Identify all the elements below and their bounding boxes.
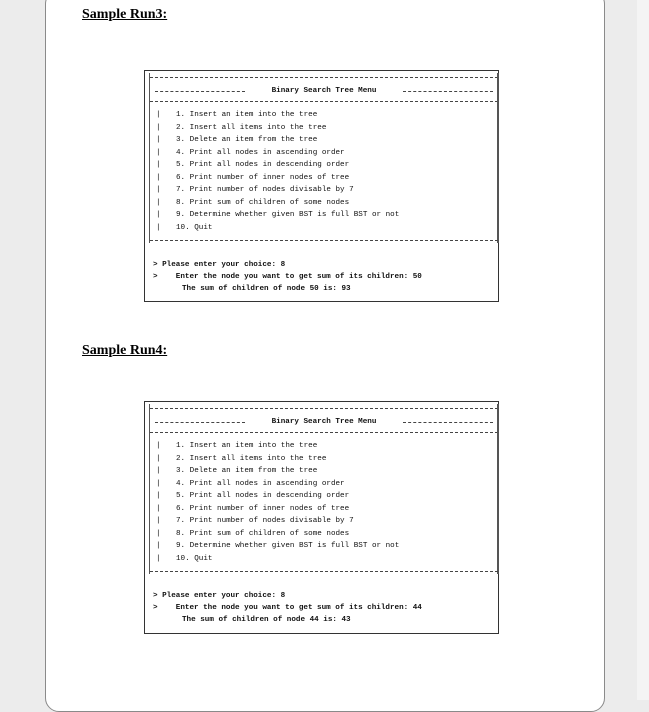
result-line: The sum of children of node 50 is: 93 — [182, 285, 351, 293]
sample-run-3-terminal: Binary Search Tree Menu | 1. Insert an item into the tree | 2. Insert all items into the tree | 3. Delete an item from the tree | 4. Print all nodes in ascending order | 5. Print all nodes in descending order | 6. Print number of inner nodes of tree | 7. Print number of nodes divisable by 7 | 8. Print sum of children of some nodes | 9. Determine whether given BST is full BST or not | 10. Quit > Please enter your choice: 8 > Enter the node you want to get sum of its children: 50 The sum of children of node 50 is: 93 — [144, 70, 499, 302]
left-border-bar — [149, 404, 150, 574]
title-dashed-border — [150, 432, 498, 433]
menu-title: Binary Search Tree Menu — [271, 418, 377, 426]
menu-title-row — [155, 86, 493, 96]
menu-bottom-dashed-border — [150, 240, 498, 241]
top-dashed-border — [150, 77, 498, 78]
menu-title-row — [155, 417, 493, 427]
node-prompt: > Enter the node you want to get sum of its children: 50 — [153, 273, 422, 281]
right-border-bar — [497, 73, 499, 243]
title-dash-left — [155, 422, 245, 423]
sample-run-4-heading: Sample Run4: — [82, 343, 168, 358]
top-dashed-border — [150, 408, 498, 409]
menu-bottom-dashed-border — [150, 571, 498, 572]
sample-run-3-heading: Sample Run3: — [82, 7, 168, 22]
right-border-bar — [497, 404, 499, 574]
background-strip — [637, 0, 649, 700]
sample-run-4-terminal: Binary Search Tree Menu | 1. Insert an item into the tree | 2. Insert all items into the tree | 3. Delete an item from the tree | 4. Print all nodes in ascending order | 5. Print all nodes in descending order | 6. Print number of inner nodes of tree | 7. Print number of nodes divisable by 7 | 8. Print sum of children of some nodes | 9. Determine whether given BST is full BST or not | 10. Quit > Please enter your choice: 8 > Enter the node you want to get sum of its children: 44 The sum of children of node 44 is: 43 — [144, 401, 499, 634]
left-border-bar — [149, 73, 150, 243]
title-dashed-border — [150, 101, 498, 102]
title-dash-right — [403, 422, 493, 423]
menu-title: Binary Search Tree Menu — [271, 87, 377, 95]
choice-prompt: > Please enter your choice: 8 — [153, 261, 286, 269]
title-dash-right — [403, 91, 493, 92]
title-dash-left — [155, 91, 245, 92]
node-prompt: > Enter the node you want to get sum of its children: 44 — [153, 604, 422, 612]
choice-prompt: > Please enter your choice: 8 — [153, 592, 286, 600]
result-line: The sum of children of node 44 is: 43 — [182, 616, 351, 624]
